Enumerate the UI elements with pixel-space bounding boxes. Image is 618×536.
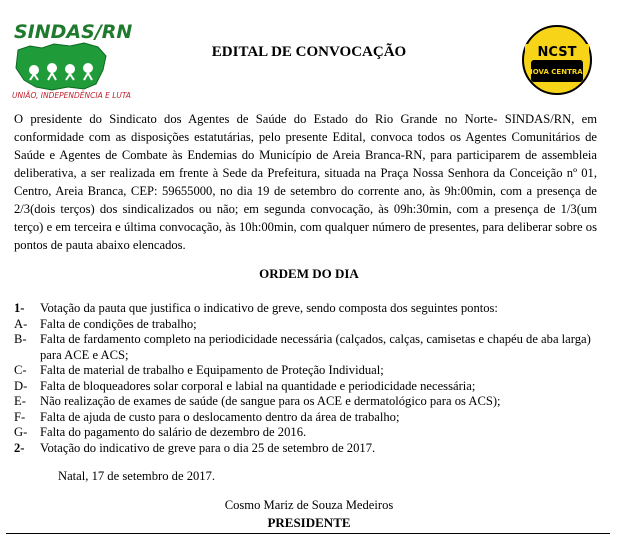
list-text: Votação do indicativo de greve para o dia 25 de setembro de 2017. [40,440,376,455]
list-text: Falta de ajuda de custo para o deslocamento dentro da área de trabalho; [40,409,400,424]
signer-name: Cosmo Mariz de Souza Medeiros [224,498,394,512]
ncst-logo-top: NCST [537,45,577,60]
list-item [14,301,597,317]
list-marker: C- [14,363,27,377]
list-marker: F- [14,409,26,424]
list-item [14,379,597,395]
bottom-divider [6,533,610,534]
list-marker: G- [14,425,28,439]
list-marker: B- [14,332,27,346]
list-item [14,394,597,410]
date-line: Natal, 17 de setembro de 2017. [58,469,216,483]
list-text: Falta de fardamento completo na periodicidade necessária (calçados, calças, camisetas e chapéu de aba larga) para ACE e ACS; [40,332,591,362]
ncst-logo-bottom: NOVA CENTRAL [526,68,588,76]
section-title: ORDEM DO DIA [259,266,359,281]
sindas-logo-slogan: UNIÃO, INDEPENDÊNCIA E LUTA [12,91,131,100]
list-item [14,363,597,379]
list-item [14,317,597,333]
list-text: Falta de condições de trabalho; [40,316,197,331]
intro-paragraph: O presidente do Sindicato dos Agentes de Saúde do Estado do Rio Grande no Norte- SINDAS/RN, em conformidade com as disposições estatutárias, pelo presente Edital, convoca todos os Agentes Comunitários de Saúde e Agentes de Combate às Endemias do Município de Areia Branca-RN, para participarem de assembleia deliberativa, a ser realizada em frente à Sede da Prefeitura, situada na Praça Nossa Senhora da Conceição nº 01, Centro, Areia Branca, CEP: 59655000, no dia 19 de setembro do corrente ano, às 9h:00min, com a presença de 2/3(dois terços) dos sindicalizados ou não; em segunda convocação, às 09h:30min, com a presença de 1/3(um terço) e em terceira e última convocação, às 10h:00min, com qualquer número de presentes, para deliberar sobre os pontos de pauta abaixo elencados. [14,112,597,252]
list-text: Falta do pagamento do salário de dezembro de 2016. [40,425,307,439]
signer-role: PRESIDENTE [267,515,351,530]
list-text: Votação da pauta que justifica o indicativo de greve, sendo composta dos seguintes pontos: [40,301,498,315]
list-text: Falta de material de trabalho e Equipamento de Proteção Individual; [40,363,384,377]
list-text: Não realização de exames de saúde (de sangue para os ACE e dermatológico para os ACS); [40,394,501,408]
list-item [14,425,597,441]
list-item [14,441,597,457]
list-marker: E- [14,394,26,408]
list-marker: A- [14,316,28,331]
list-item [14,410,597,426]
list-item [14,332,597,363]
list-text: Falta de bloqueadores solar corporal e labial na quantidade e periodicidade necessária; [40,378,476,393]
list-marker: 1- [14,301,25,315]
sindas-logo-text: SINDAS/RN [14,21,133,43]
list-marker: D- [14,378,28,393]
agenda-list [14,301,597,456]
page-title: EDITAL DE CONVOCAÇÃO [211,44,407,60]
list-marker: 2- [14,440,25,455]
